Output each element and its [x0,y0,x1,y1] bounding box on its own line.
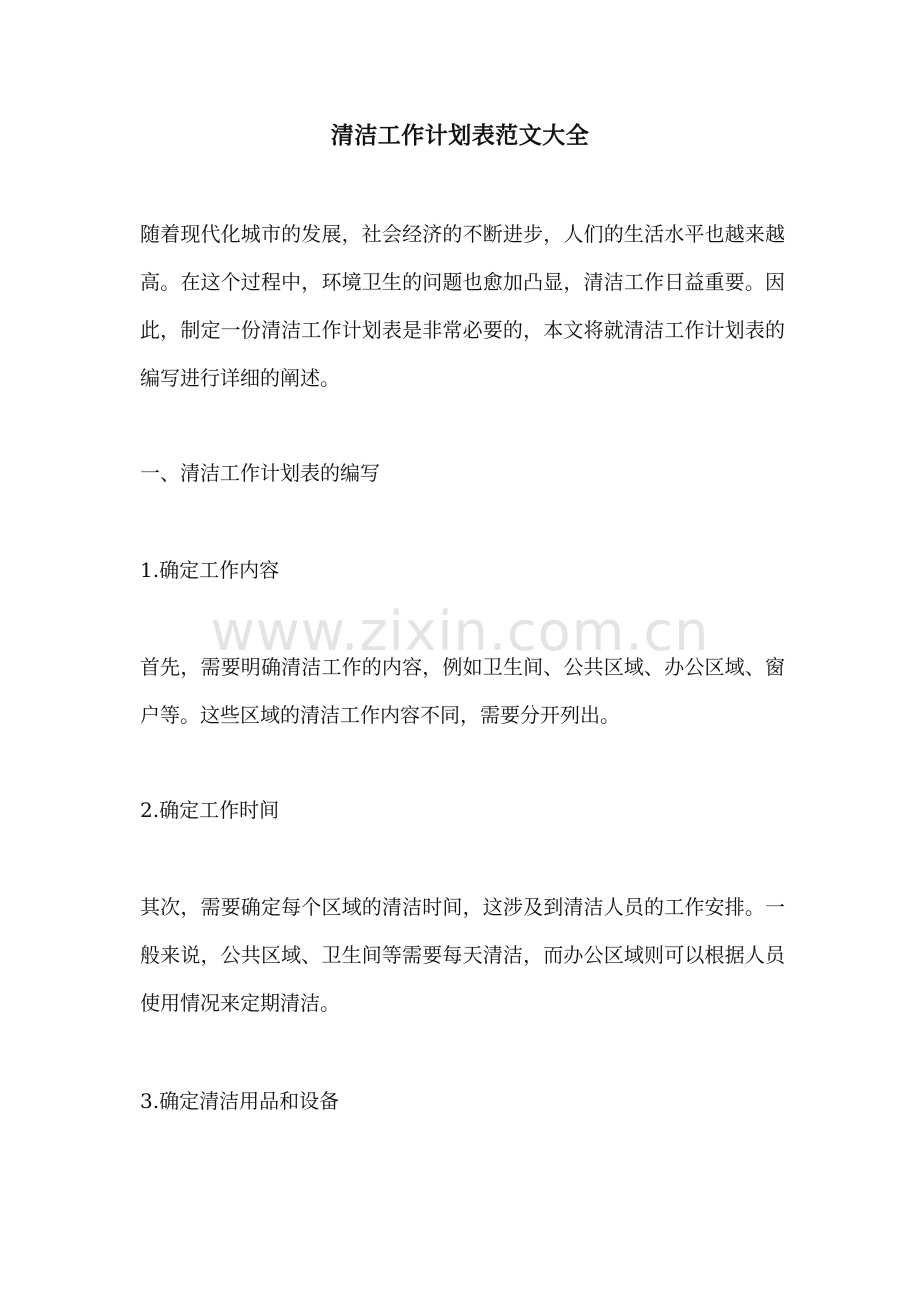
document-title: 清洁工作计划表范文大全 [330,122,590,149]
item-heading-2: 2.确定工作时间 [140,798,280,822]
intro-paragraph: 随着现代化城市的发展，社会经济的不断进步，人们的生活水平也越来越高。在这个过程中，环境卫生的问题也愈加凸显，清洁工作日益重要。因此，制定一份清洁工作计划表是非常必要的，本文将就清洁工作计划表的编写进行详细的阐述。 [140,222,785,390]
item-paragraph-2: 其次，需要确定每个区域的清洁时间，这涉及到清洁人员的工作安排。一般来说，公共区域、卫生间等需要每天清洁，而办公区域则可以根据人员使用情况来定期清洁。 [140,895,785,1015]
item-heading-3: 3.确定清洁用品和设备 [140,1089,340,1113]
watermark-text: www.zixin.com.cn [210,600,710,663]
section-heading-1: 一、清洁工作计划表的编写 [140,461,380,485]
item-paragraph-1: 首先，需要明确清洁工作的内容，例如卫生间、公共区域、办公区域、窗户等。这些区域的清洁工作内容不同，需要分开列出。 [140,655,785,727]
item-heading-1: 1.确定工作内容 [140,558,280,582]
